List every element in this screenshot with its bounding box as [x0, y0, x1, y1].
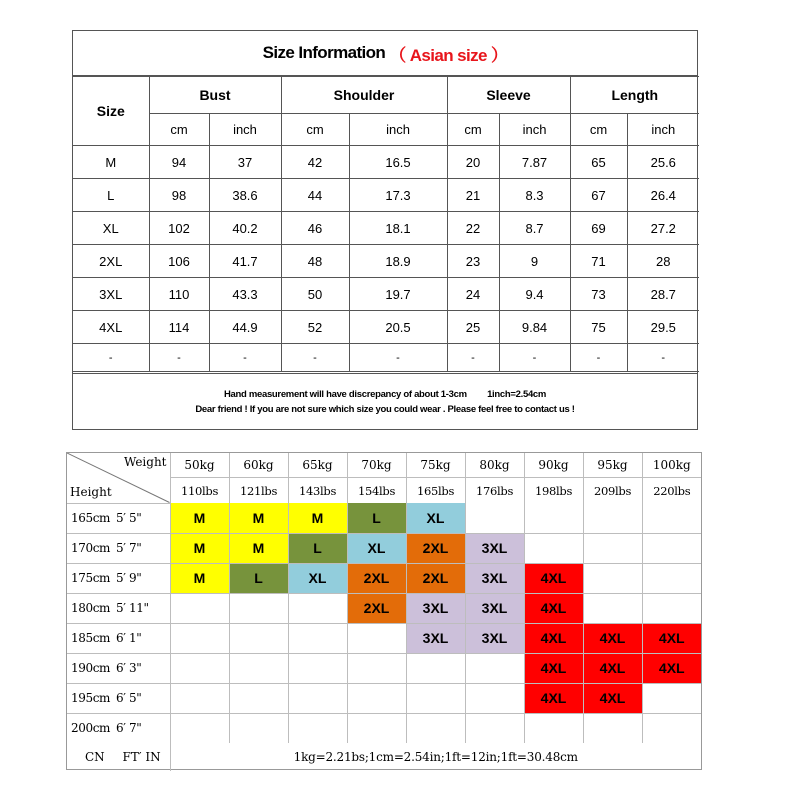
height-cm: 180cm [71, 601, 111, 615]
height-row [67, 713, 701, 743]
empty-cell: - [209, 344, 281, 372]
empty-size-cell [229, 683, 288, 713]
measurement-cell: 29.5 [627, 311, 699, 344]
empty-cell: - [447, 344, 499, 372]
note-line-2: Dear friend ! If you are not sure which size you could wear . Please feel free to contact us ! [195, 403, 575, 415]
unit-header-cm: cm [149, 114, 209, 146]
size-cell-4xl: 4XL [583, 653, 642, 683]
measurement-cell: 21 [447, 179, 499, 212]
size-cell-4xl: 4XL [524, 653, 583, 683]
measurement-cell: 8.7 [499, 212, 570, 245]
unit-header-cm: cm [570, 114, 627, 146]
empty-size-cell [170, 653, 229, 683]
empty-cell: - [281, 344, 349, 372]
measurement-cell: 44 [281, 179, 349, 212]
empty-size-cell [642, 713, 701, 743]
height-cm: 200cm [71, 721, 111, 735]
measurement-cell: 8.3 [499, 179, 570, 212]
unit-header-cm: cm [281, 114, 349, 146]
measurement-cell: 27.2 [627, 212, 699, 245]
chart-footer-row [67, 743, 701, 771]
height-cm: 165cm [71, 511, 111, 525]
height-row [67, 503, 701, 533]
height-label [67, 503, 170, 533]
unit-header-inch: inch [209, 114, 281, 146]
footer-ft-in: FT′ IN [122, 749, 161, 764]
size-cell-m: M [288, 503, 347, 533]
height-cm: 170cm [71, 541, 111, 555]
size-notes [73, 373, 697, 429]
weight-kg-header: 80kg [465, 453, 524, 478]
shoulder-header: Shoulder [281, 77, 447, 114]
measurement-cell: 17.3 [349, 179, 447, 212]
size-cell-4xl: 4XL [642, 623, 701, 653]
measurement-cell: 106 [149, 245, 209, 278]
size-cell-m: M [229, 533, 288, 563]
size-label: M [73, 146, 149, 179]
measurement-cell: 22 [447, 212, 499, 245]
size-cell-4xl: 4XL [524, 683, 583, 713]
size-cell-xl: XL [347, 533, 406, 563]
empty-size-cell [288, 683, 347, 713]
size-measurements-table [73, 76, 699, 372]
height-row [67, 683, 701, 713]
bust-header: Bust [149, 77, 281, 114]
height-weight-chart [66, 452, 702, 770]
measurement-cell: 24 [447, 278, 499, 311]
size-cell-4xl: 4XL [524, 563, 583, 593]
empty-cell: - [627, 344, 699, 372]
height-label [67, 563, 170, 593]
empty-size-cell [288, 653, 347, 683]
measurement-cell: 52 [281, 311, 349, 344]
measurement-cell: 98 [149, 179, 209, 212]
empty-size-cell [406, 653, 465, 683]
asian-size-label: （ Asian size ） [389, 45, 508, 65]
table-row [73, 245, 699, 278]
size-cell-3xl: 3XL [465, 533, 524, 563]
size-cell-3xl: 3XL [465, 593, 524, 623]
height-row [67, 533, 701, 563]
weight-kg-row [67, 453, 701, 478]
measurement-cell: 25.6 [627, 146, 699, 179]
weight-kg-header: 65kg [288, 453, 347, 478]
measurement-cell: 65 [570, 146, 627, 179]
empty-size-cell [347, 713, 406, 743]
measurement-cell: 38.6 [209, 179, 281, 212]
height-label [67, 683, 170, 713]
weight-lbs-header: 209lbs [583, 478, 642, 504]
measurement-cell: 48 [281, 245, 349, 278]
measurement-cell: 37 [209, 146, 281, 179]
unit-header-inch: inch [499, 114, 570, 146]
size-info-table [72, 30, 698, 430]
measurement-cell: 75 [570, 311, 627, 344]
measurement-cell: 28.7 [627, 278, 699, 311]
height-row [67, 593, 701, 623]
empty-size-cell [465, 713, 524, 743]
empty-size-cell [406, 713, 465, 743]
size-cell-4xl: 4XL [583, 623, 642, 653]
empty-size-cell [406, 683, 465, 713]
empty-size-cell [465, 683, 524, 713]
height-ft-in: 6′ 7" [116, 721, 142, 735]
note-inch-conversion: 1inch=2.54cm [487, 388, 547, 400]
weight-lbs-header: 110lbs [170, 478, 229, 504]
weight-lbs-header: 220lbs [642, 478, 701, 504]
height-ft-in: 5′ 9" [116, 571, 142, 585]
empty-size-cell [524, 713, 583, 743]
size-column-header: Size [73, 77, 149, 146]
height-label [67, 533, 170, 563]
size-cell-4xl: 4XL [524, 593, 583, 623]
size-label: 2XL [73, 245, 149, 278]
measurement-cell: 40.2 [209, 212, 281, 245]
measurement-cell: 41.7 [209, 245, 281, 278]
empty-size-cell [170, 713, 229, 743]
empty-size-cell [642, 503, 701, 533]
empty-cell: - [73, 344, 149, 372]
height-axis-label: Height [70, 484, 112, 499]
empty-size-cell [583, 563, 642, 593]
size-label: L [73, 179, 149, 212]
weight-kg-header: 60kg [229, 453, 288, 478]
measurement-cell: 42 [281, 146, 349, 179]
empty-size-cell [229, 623, 288, 653]
table-row [73, 146, 699, 179]
measurement-cell: 114 [149, 311, 209, 344]
height-row [67, 623, 701, 653]
size-info-title [73, 31, 697, 76]
size-cell-4xl: 4XL [583, 683, 642, 713]
measurement-cell: 50 [281, 278, 349, 311]
size-cell-l: L [288, 533, 347, 563]
empty-cell: - [499, 344, 570, 372]
empty-size-cell [288, 713, 347, 743]
empty-size-cell [288, 593, 347, 623]
weight-kg-header: 100kg [642, 453, 701, 478]
empty-cell: - [149, 344, 209, 372]
measurement-cell: 9 [499, 245, 570, 278]
size-cell-m: M [170, 503, 229, 533]
size-cell-l: L [347, 503, 406, 533]
height-ft-in: 6′ 1" [116, 631, 142, 645]
unit-header-inch: inch [627, 114, 699, 146]
measurement-cell: 94 [149, 146, 209, 179]
empty-size-cell [642, 563, 701, 593]
measurement-cell: 28 [627, 245, 699, 278]
empty-size-cell [524, 533, 583, 563]
size-label: 4XL [73, 311, 149, 344]
weight-height-corner [67, 453, 170, 503]
height-ft-in: 5′ 11" [116, 601, 149, 615]
measurement-cell: 20.5 [349, 311, 447, 344]
unit-header-row [73, 114, 699, 146]
measurement-cell: 26.4 [627, 179, 699, 212]
height-ft-in: 5′ 7" [116, 541, 142, 555]
table-row-empty [73, 344, 699, 372]
unit-header-cm: cm [447, 114, 499, 146]
height-label [67, 593, 170, 623]
empty-size-cell [170, 623, 229, 653]
height-cm: 195cm [71, 691, 111, 705]
height-cm: 185cm [71, 631, 111, 645]
weight-kg-header: 90kg [524, 453, 583, 478]
weight-lbs-header: 154lbs [347, 478, 406, 504]
weight-kg-header: 70kg [347, 453, 406, 478]
size-cell-l: L [229, 563, 288, 593]
weight-lbs-header: 165lbs [406, 478, 465, 504]
empty-size-cell [524, 503, 583, 533]
measurement-cell: 18.9 [349, 245, 447, 278]
measurement-cell: 23 [447, 245, 499, 278]
measurement-cell: 71 [570, 245, 627, 278]
table-row [73, 179, 699, 212]
measurement-cell: 102 [149, 212, 209, 245]
table-row [73, 278, 699, 311]
weight-lbs-header: 176lbs [465, 478, 524, 504]
weight-lbs-header: 121lbs [229, 478, 288, 504]
empty-size-cell [347, 653, 406, 683]
weight-lbs-header: 198lbs [524, 478, 583, 504]
measurement-cell: 73 [570, 278, 627, 311]
empty-size-cell [583, 503, 642, 533]
weight-lbs-header: 143lbs [288, 478, 347, 504]
measurement-cell: 43.3 [209, 278, 281, 311]
empty-size-cell [642, 683, 701, 713]
note-line-1 [224, 387, 546, 402]
empty-cell: - [349, 344, 447, 372]
empty-cell: - [570, 344, 627, 372]
measurement-cell: 18.1 [349, 212, 447, 245]
empty-size-cell [229, 653, 288, 683]
measurement-cell: 25 [447, 311, 499, 344]
measurement-cell: 46 [281, 212, 349, 245]
empty-size-cell [465, 503, 524, 533]
size-cell-m: M [170, 563, 229, 593]
empty-size-cell [583, 713, 642, 743]
height-label [67, 713, 170, 743]
empty-size-cell [642, 533, 701, 563]
size-cell-2xl: 2XL [406, 533, 465, 563]
height-label [67, 653, 170, 683]
height-ft-in: 6′ 3" [116, 661, 142, 675]
footer-cn: CN [85, 749, 105, 764]
weight-kg-header: 95kg [583, 453, 642, 478]
size-cell-m: M [170, 533, 229, 563]
height-ft-in: 5′ 5" [116, 511, 142, 525]
size-label: 3XL [73, 278, 149, 311]
empty-size-cell [583, 593, 642, 623]
measurement-cell: 69 [570, 212, 627, 245]
measurement-cell: 44.9 [209, 311, 281, 344]
empty-size-cell [229, 713, 288, 743]
table-row [73, 212, 699, 245]
empty-size-cell [170, 683, 229, 713]
empty-size-cell [347, 623, 406, 653]
empty-size-cell [583, 533, 642, 563]
measurement-cell: 7.87 [499, 146, 570, 179]
size-cell-3xl: 3XL [465, 623, 524, 653]
measurement-cell: 16.5 [349, 146, 447, 179]
weight-kg-header: 75kg [406, 453, 465, 478]
size-cell-xl: XL [288, 563, 347, 593]
measurement-cell: 9.4 [499, 278, 570, 311]
size-cell-4xl: 4XL [524, 623, 583, 653]
size-label: XL [73, 212, 149, 245]
measurement-cell: 20 [447, 146, 499, 179]
footer-cn-ft [67, 743, 170, 771]
measurement-cell: 110 [149, 278, 209, 311]
size-info-title-text: Size Information [262, 43, 386, 62]
size-cell-3xl: 3XL [406, 623, 465, 653]
unit-header-inch: inch [349, 114, 447, 146]
table-row [73, 311, 699, 344]
weight-kg-header: 50kg [170, 453, 229, 478]
weight-axis-label: Weight [123, 455, 167, 469]
size-cell-3xl: 3XL [406, 593, 465, 623]
length-header: Length [570, 77, 699, 114]
measurement-cell: 19.7 [349, 278, 447, 311]
size-cell-m: M [229, 503, 288, 533]
empty-size-cell [229, 593, 288, 623]
size-cell-4xl: 4XL [642, 653, 701, 683]
note-discrepancy: Hand measurement will have discrepancy of about 1-3cm [223, 388, 467, 400]
empty-size-cell [347, 683, 406, 713]
size-cell-2xl: 2XL [347, 593, 406, 623]
height-label [67, 623, 170, 653]
size-cell-3xl: 3XL [465, 563, 524, 593]
height-row [67, 653, 701, 683]
size-cell-2xl: 2XL [347, 563, 406, 593]
measurement-cell: 9.84 [499, 311, 570, 344]
height-ft-in: 6′ 5" [116, 691, 142, 705]
measurement-cell: 67 [570, 179, 627, 212]
sleeve-header: Sleeve [447, 77, 570, 114]
height-weight-table [67, 453, 701, 771]
footer-conversion-note: 1kg=2.21bs;1cm=2.54in;1ft=12in;1ft=30.48cm [170, 743, 701, 771]
empty-size-cell [642, 593, 701, 623]
empty-size-cell [465, 653, 524, 683]
height-cm: 190cm [71, 661, 111, 675]
height-row [67, 563, 701, 593]
size-cell-xl: XL [406, 503, 465, 533]
size-cell-2xl: 2XL [406, 563, 465, 593]
empty-size-cell [288, 623, 347, 653]
height-cm: 175cm [71, 571, 111, 585]
empty-size-cell [170, 593, 229, 623]
